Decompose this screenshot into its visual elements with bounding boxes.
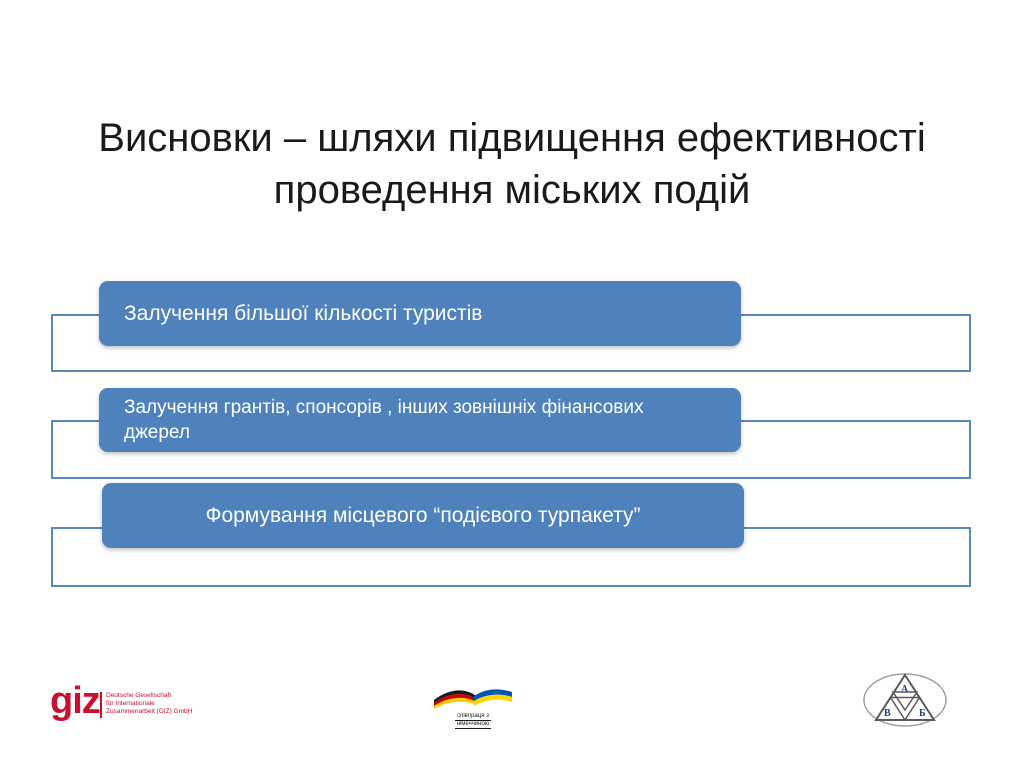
item-box-3 xyxy=(102,483,744,548)
cooperation-caption xyxy=(430,713,516,729)
item-box-1 xyxy=(99,281,741,346)
giz-caption-line-2: für Internationale xyxy=(106,700,155,707)
abv-letter-right: Б xyxy=(919,708,926,719)
giz-divider xyxy=(100,692,102,718)
flags-swoosh-icon xyxy=(430,686,516,710)
item-box-2 xyxy=(99,388,741,452)
giz-caption-line-1: Deutsche Gesellschaft xyxy=(106,692,172,699)
item-text-1: Залучення більшої кількості туристів xyxy=(124,301,483,325)
abv-letter-left: В xyxy=(884,708,891,719)
item-text-3: Формування місцевого “подієвого турпакету” xyxy=(205,503,641,527)
giz-logo xyxy=(50,680,210,726)
slide-title xyxy=(40,112,984,216)
giz-wordmark: giz xyxy=(50,680,100,722)
abv-letter-top: А xyxy=(901,684,909,695)
giz-caption-line-3: Zusammenarbeit (GIZ) GmbH xyxy=(106,708,193,715)
abv-triangle-icon xyxy=(862,670,948,728)
title-line-2: проведення міських подій xyxy=(273,168,751,212)
abv-logo xyxy=(862,670,948,728)
cooperation-logo xyxy=(430,686,516,727)
title-line-1: Висновки – шляхи підвищення ефективності xyxy=(98,116,926,160)
cooperation-caption-line-2: німеччиною xyxy=(456,721,490,727)
giz-caption xyxy=(106,692,216,716)
cooperation-caption-line-1: співпраця з xyxy=(457,713,489,719)
item-text-2: Залучення грантів, спонсорів , інших зовнішніх фінансових джерел xyxy=(124,397,644,443)
